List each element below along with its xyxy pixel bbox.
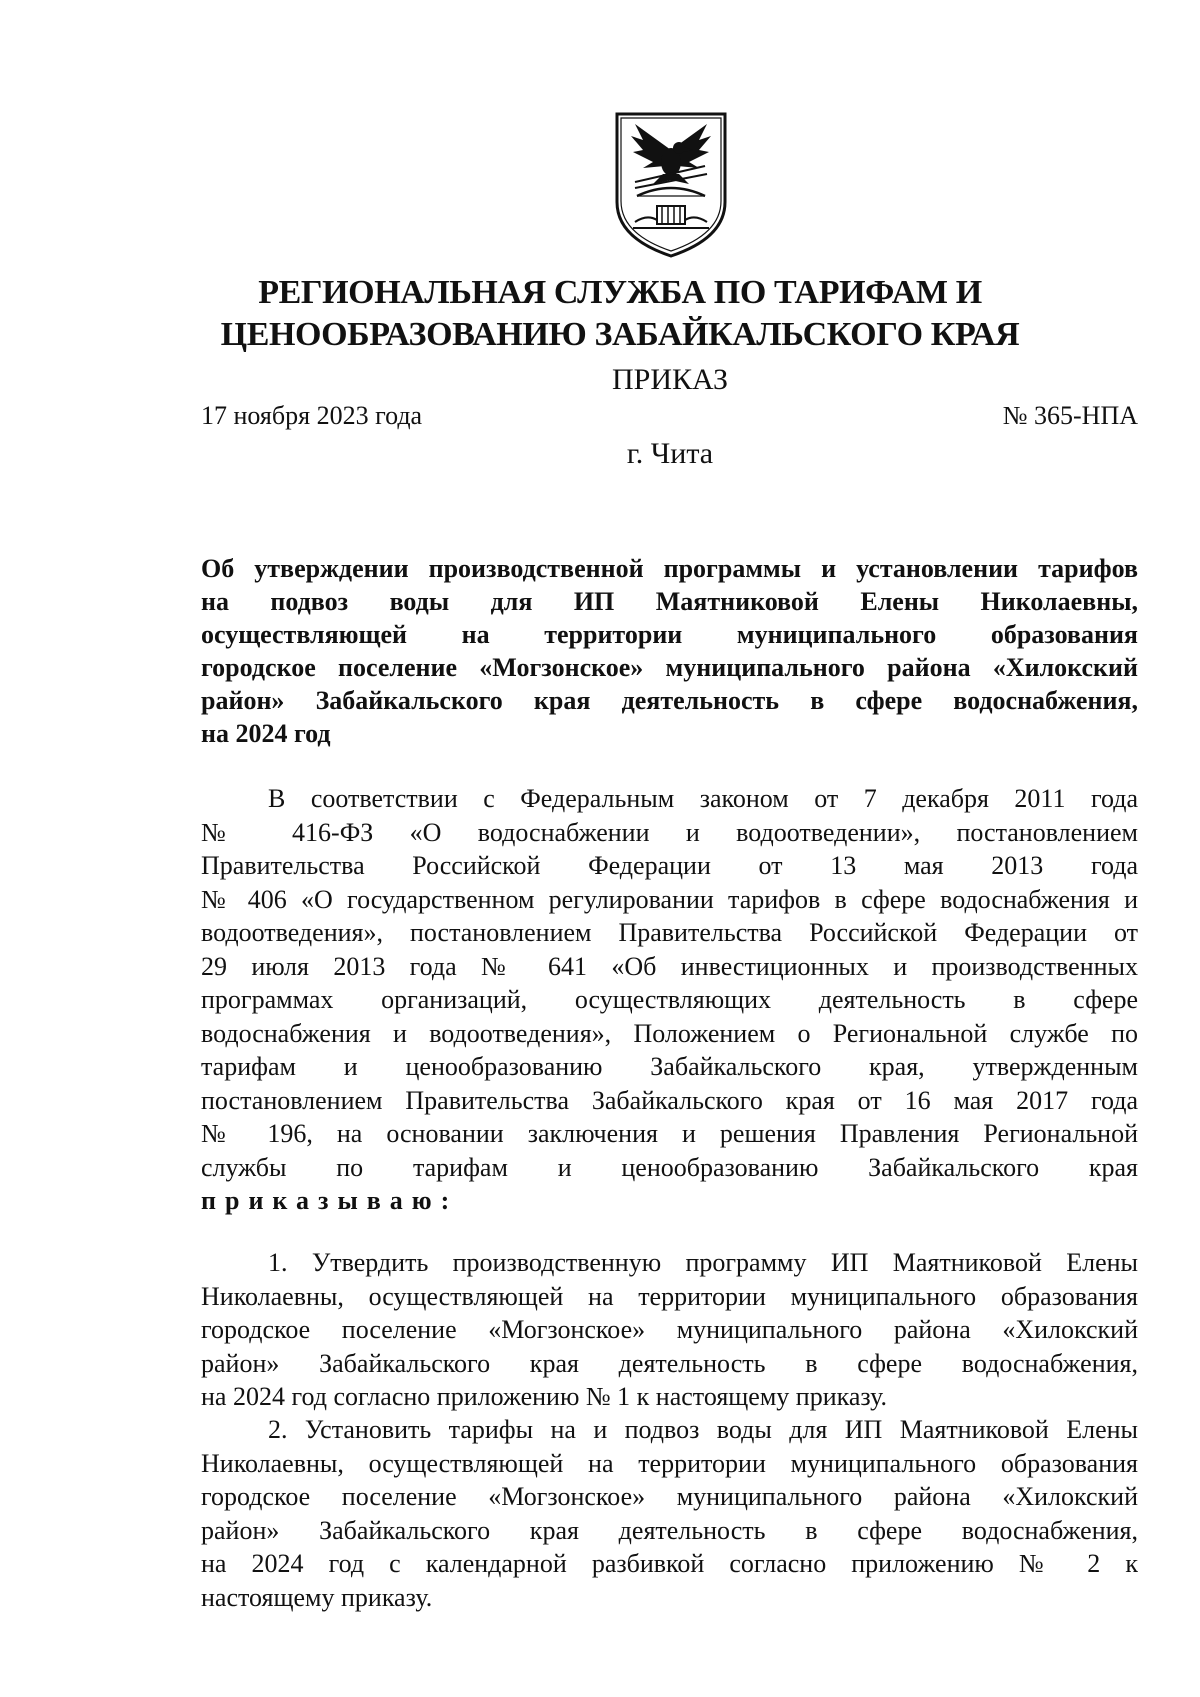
subject-line: на 2024 год: [201, 719, 331, 748]
preamble-line: программах организаций, осуществляющих деятельность в сфере: [201, 985, 1138, 1014]
subject-line: городское поселение «Могзонское» муниципального района «Хилокский: [201, 653, 1138, 682]
item-line: район» Забайкальского края деятельность в сфере водоснабжения,: [201, 1515, 1138, 1545]
subject-line: на подвоз воды для ИП Маятниковой Елены Николаевны,: [201, 587, 1138, 616]
order-item-1: [201, 1246, 1138, 1414]
item-line: 2. Установить тарифы на и подвоз воды для ИП Маятниковой Елены: [268, 1415, 1138, 1444]
preamble-line: № 406 «О государственном регулировании тарифов в сфере водоснабжения и: [201, 884, 1138, 914]
organization-name-line2: ЦЕНООБРАЗОВАНИЮ ЗАБАЙКАЛЬСКОГО КРАЯ: [220, 316, 1020, 353]
preamble-line: Правительства Российской Федерации от 13 мая 2013 года: [201, 851, 1138, 880]
preamble-line: водоотведения», постановлением Правительства Российской Федерации от: [201, 918, 1138, 947]
preamble-line: В соответствии с Федеральным законом от 7 декабря 2011 года: [268, 784, 1138, 813]
item-line: Николаевны, осуществляющей на территории муниципального образования: [201, 1448, 1138, 1478]
item-line: Николаевны, осуществляющей на территории муниципального образования: [201, 1281, 1138, 1311]
preamble-line: водоснабжения и водоотведения», Положением о Региональной службе по: [201, 1018, 1138, 1048]
organization-name-line1: РЕГИОНАЛЬНАЯ СЛУЖБА ПО ТАРИФАМ И: [258, 274, 982, 311]
subject-line: район» Забайкальского края деятельность в сфере водоснабжения,: [201, 686, 1138, 715]
preamble-line: № 196, на основании заключения и решения Правления Региональной: [201, 1119, 1138, 1148]
item-line: на 2024 год с календарной разбивкой согласно приложению № 2 к: [201, 1549, 1138, 1578]
document-city: г. Чита: [626, 437, 714, 470]
preamble-line: службы по тарифам и ценообразованию Забайкальского края: [201, 1152, 1138, 1182]
coat-of-arms-emblem: [613, 110, 729, 260]
subject-line: Об утверждении производственной программы и установлении тарифов: [201, 554, 1138, 583]
item-line: настоящему приказу.: [201, 1582, 433, 1612]
organization-name: [200, 272, 1040, 356]
item-line: 1. Утвердить производственную программу ИП Маятниковой Елены: [268, 1248, 1138, 1277]
document-number: № 365-НПА: [1002, 401, 1138, 430]
document-type: ПРИКАЗ: [612, 363, 728, 396]
item-line: городское поселение «Могзонское» муниципального района «Хилокский: [201, 1315, 1138, 1344]
document-date: 17 ноября 2023 года: [201, 401, 423, 430]
preamble-line: № 416-ФЗ «О водоснабжении и водоотведении», постановлением: [201, 817, 1138, 847]
preamble-line: тарифам и ценообразованию Забайкальского края, утвержденным: [201, 1052, 1138, 1081]
subject-line: осуществляющей на территории муниципального образования: [201, 620, 1138, 649]
preamble-line: 29 июля 2013 года № 641 «Об инвестиционных и производственных: [201, 951, 1138, 981]
item-line: район» Забайкальского края деятельность в сфере водоснабжения,: [201, 1348, 1138, 1378]
document-subject: [201, 552, 1138, 750]
preamble-line: постановлением Правительства Забайкальского края от 16 мая 2017 года: [201, 1085, 1138, 1115]
item-line: городское поселение «Могзонское» муниципального района «Хилокский: [201, 1482, 1138, 1511]
order-item-2: [201, 1413, 1138, 1614]
decree-word: приказываю:: [201, 1186, 459, 1215]
item-line: на 2024 год согласно приложению № 1 к настоящему приказу.: [201, 1382, 888, 1411]
preamble-paragraph: [201, 782, 1138, 1218]
